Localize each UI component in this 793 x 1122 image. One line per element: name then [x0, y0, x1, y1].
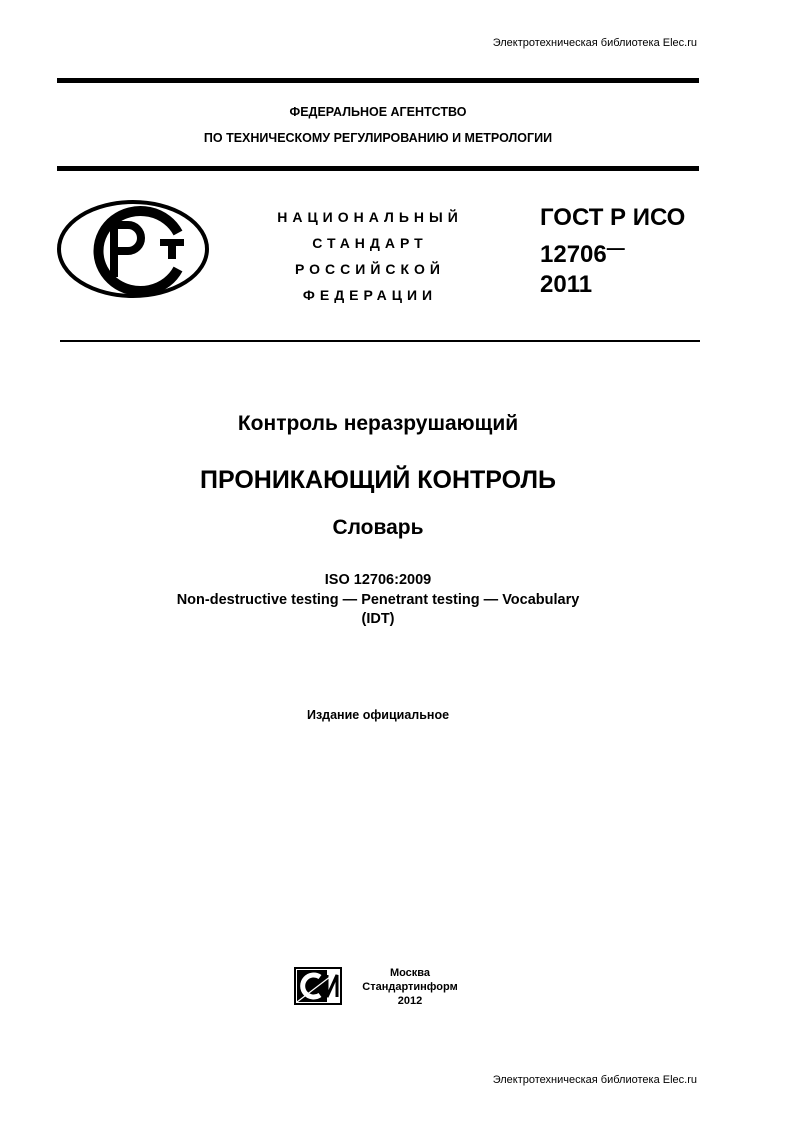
gost-year: 2011 — [540, 271, 593, 298]
iso-reference: ISO 12706:2009 — [324, 572, 432, 588]
title-line-1: Контроль неразрушающий — [237, 412, 519, 435]
site-note-top: Электротехническая библиотека Elec.ru — [492, 37, 697, 49]
gost-designation — [540, 203, 685, 300]
agency-rule — [57, 166, 699, 171]
publisher-name: Стандартинформ — [362, 981, 458, 993]
header-bottom-rule — [60, 340, 700, 342]
national-line-4: ФЕДЕРАЦИИ — [302, 287, 438, 303]
national-line-1: НАЦИОНАЛЬНЫЙ — [277, 209, 463, 225]
top-rule — [57, 78, 699, 83]
gost-number: 12706 — [540, 241, 607, 268]
rst-certification-mark-icon — [56, 199, 210, 299]
iso-english-title: Non-destructive testing — Penetrant testing — Vocabulary — [176, 592, 580, 608]
title-line-3: Словарь — [332, 516, 424, 539]
site-note-bottom: Электротехническая библиотека Elec.ru — [492, 1074, 697, 1086]
agency-line-1: ФЕДЕРАЛЬНОЕ АГЕНТСТВО — [289, 105, 467, 119]
publisher-block — [355, 966, 465, 1008]
standartinform-logo-icon — [294, 967, 342, 1005]
national-line-2: СТАНДАРТ — [312, 235, 428, 251]
iso-idt: (IDT) — [361, 611, 395, 627]
publisher-city: Москва — [389, 967, 431, 979]
gost-dash: — — [606, 238, 625, 258]
title-line-2: ПРОНИКАЮЩИЙ КОНТРОЛЬ — [200, 466, 556, 494]
agency-line-2: ПО ТЕХНИЧЕСКОМУ РЕГУЛИРОВАНИЮ И МЕТРОЛОГИИ — [203, 131, 553, 145]
gost-number-row — [540, 233, 685, 270]
gost-line-1: ГОСТ Р ИСО — [540, 204, 686, 231]
national-line-3: РОССИЙСКОЙ — [295, 261, 445, 277]
edition-note: Издание официальное — [306, 708, 450, 722]
publisher-year: 2012 — [397, 995, 423, 1007]
